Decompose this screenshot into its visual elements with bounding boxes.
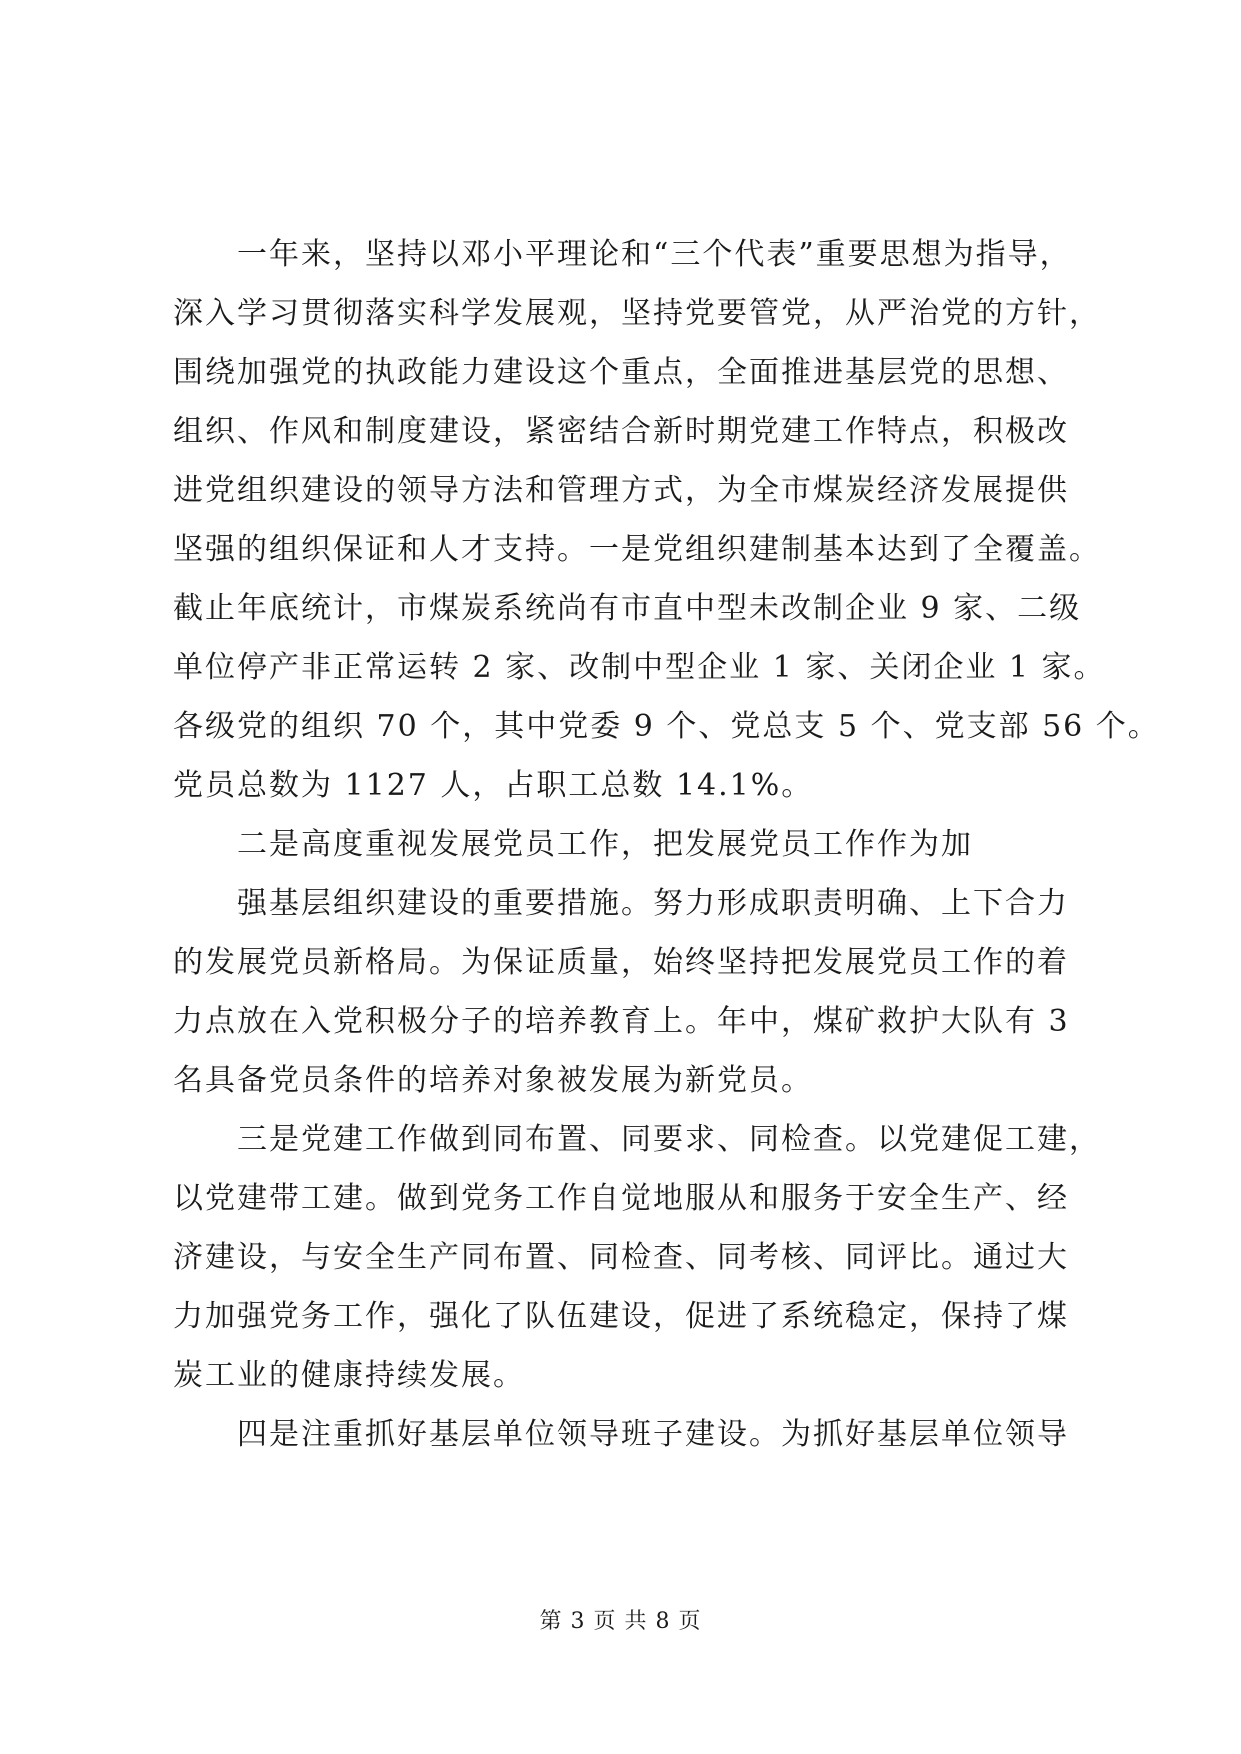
text-line: 四是注重抓好基层单位领导班子建设。为抓好基层单位领导: [237, 1417, 1069, 1452]
text-line: 力点放在入党积极分子的培养教育上。年中，煤矿救护大队有 3: [173, 1004, 1070, 1039]
text-line: 单位停产非正常运转 2 家、改制中型企业 1 家、关闭企业 1 家。: [173, 650, 1106, 685]
text-line: 截止年底统计，市煤炭系统尚有市直中型未改制企业 9 家、二级: [173, 591, 1082, 626]
text-line: 各级党的组织 70 个，其中党委 9 个、党总支 5 个、党支部 56 个。: [173, 709, 1160, 744]
text-line: 济建设，与安全生产同布置、同检查、同考核、同评比。通过大: [173, 1240, 1069, 1275]
text-line: 一年来，坚持以邓小平理论和“三个代表”重要思想为指导，: [237, 237, 1072, 272]
text-line: 二是高度重视发展党员工作，把发展党员工作作为加: [237, 827, 973, 862]
text-line: 名具备党员条件的培养对象被发展为新党员。: [173, 1063, 813, 1098]
text-line: 深入学习贯彻落实科学发展观，坚持党要管党，从严治党的方针，: [173, 296, 1101, 331]
text-line: 组织、作风和制度建设，紧密结合新时期党建工作特点，积极改: [173, 414, 1069, 449]
text-line: 坚强的组织保证和人才支持。一是党组织建制基本达到了全覆盖。: [173, 532, 1101, 567]
text-line: 强基层组织建设的重要措施。努力形成职责明确、上下合力: [237, 886, 1069, 921]
page-number-footer: 第 3 页 共 8 页: [539, 1609, 702, 1634]
text-line: 三是党建工作做到同布置、同要求、同检查。以党建促工建，: [237, 1122, 1101, 1157]
text-line: 力加强党务工作，强化了队伍建设，促进了系统稳定，保持了煤: [173, 1299, 1069, 1334]
text-line: 进党组织建设的领导方法和管理方式，为全市煤炭经济发展提供: [173, 473, 1069, 508]
text-line: 围绕加强党的执政能力建设这个重点，全面推进基层党的思想、: [173, 355, 1069, 390]
text-line: 的发展党员新格局。为保证质量，始终坚持把发展党员工作的着: [173, 945, 1069, 980]
body-text: [173, 225, 1160, 1464]
text-line: 以党建带工建。做到党务工作自觉地服从和服务于安全生产、经: [173, 1181, 1069, 1216]
text-line: 党员总数为 1127 人，占职工总数 14.1%。: [173, 768, 814, 803]
text-line: 炭工业的健康持续发展。: [173, 1358, 525, 1393]
